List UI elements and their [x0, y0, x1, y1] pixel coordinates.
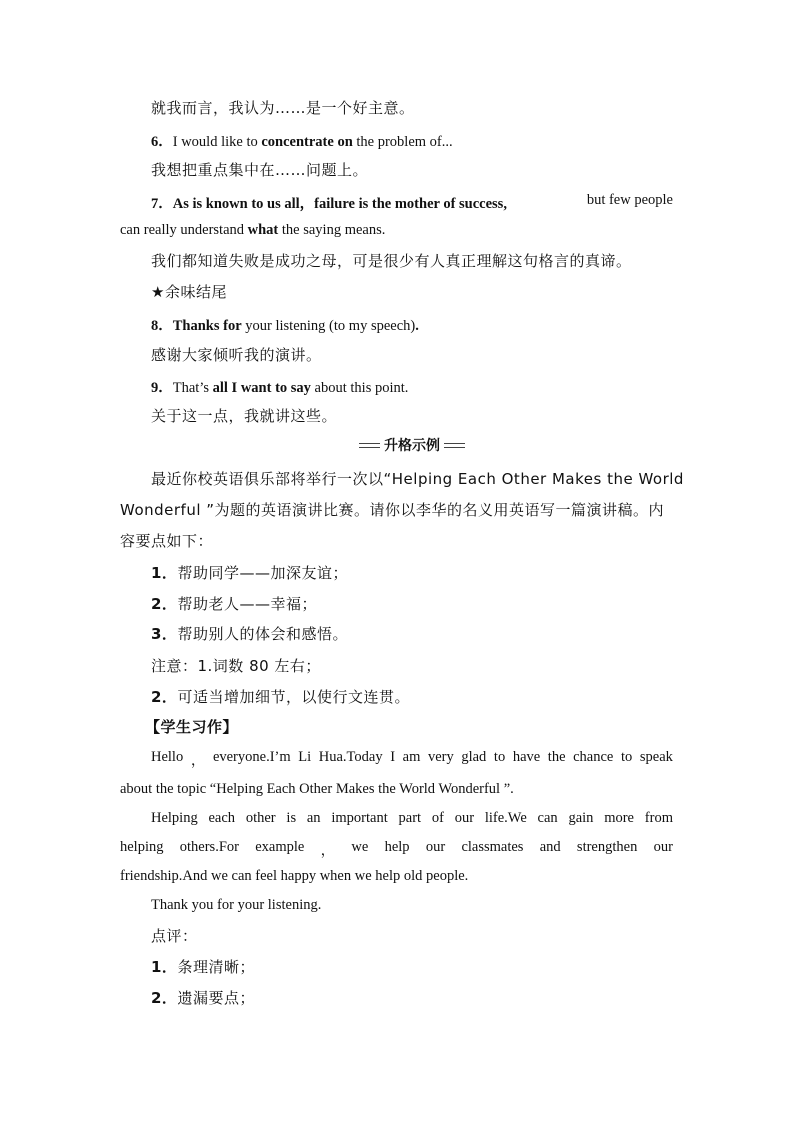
word: helping	[120, 839, 164, 855]
line-text: the saying means.	[278, 222, 386, 238]
word: our	[454, 810, 475, 826]
word: of	[431, 810, 444, 826]
punctuation: .	[415, 318, 419, 334]
punctuation: ，	[299, 196, 315, 212]
text-line	[120, 868, 468, 885]
word: gain	[568, 810, 594, 826]
bold-phrase: failure is the mother of success,	[314, 196, 507, 212]
word: important	[331, 810, 388, 826]
word: very	[427, 749, 454, 765]
word: ，	[190, 753, 206, 769]
item-number: 6．	[151, 134, 173, 150]
word: speak	[639, 749, 673, 765]
text-line	[151, 925, 198, 946]
word: strengthen	[576, 839, 638, 855]
text-line	[120, 781, 514, 798]
word: glad	[461, 749, 487, 765]
bold-phrase: all I want to say	[212, 380, 311, 396]
word: our	[425, 839, 446, 855]
banner-rule	[359, 443, 380, 448]
line-text: but few people	[586, 192, 673, 208]
text-line	[151, 97, 415, 118]
line-text: 帮助别人的体会和感悟。	[177, 625, 348, 643]
word: to	[620, 749, 633, 765]
word: chance	[573, 749, 614, 765]
line-text: 我想把重点集中在……问题上。	[151, 161, 369, 179]
line-text: 注意：1.词数 80 左右；	[151, 657, 321, 675]
text-line	[151, 344, 322, 365]
bold-phrase: concentrate on	[261, 134, 353, 150]
line-text: 遗漏要点；	[177, 989, 255, 1007]
text-line	[151, 376, 408, 397]
line-text: ★余味结尾	[151, 283, 227, 301]
word: life.We	[484, 810, 527, 826]
item-number: 2．	[151, 688, 178, 706]
section-banner	[359, 435, 465, 455]
line-text: 最近你校英语俱乐部将举行一次以“Helping Each Other Makes the World	[151, 470, 684, 488]
list-item	[151, 593, 317, 614]
word: ，	[320, 843, 336, 859]
word: am	[402, 749, 421, 765]
text-line	[120, 499, 664, 520]
word: the	[547, 749, 566, 765]
word: our	[653, 839, 673, 855]
line-text: about this point.	[310, 380, 409, 396]
line-text: 容要点如下：	[120, 532, 214, 550]
text-line	[151, 897, 321, 914]
word: part	[398, 810, 422, 826]
line-text: Wonderful ”为题的英语演讲比赛。请你以李华的名义用英语写一篇演讲稿。内	[120, 501, 665, 519]
line-text: I would like to	[172, 134, 262, 150]
item-number: 2．	[151, 989, 178, 1007]
item-number: 7．	[151, 196, 173, 212]
text-line	[151, 250, 632, 271]
list-item	[151, 956, 255, 977]
section-heading	[151, 281, 227, 302]
line-text: about the topic “Helping Each Other Makes the World Wonderful ”.	[120, 781, 514, 797]
word: we	[351, 839, 369, 855]
word: have	[512, 749, 541, 765]
word: others.For	[179, 839, 239, 855]
word: Hua.Today	[318, 749, 383, 765]
line-text: 关于这一点，我就讲这些。	[151, 407, 338, 425]
line-text: friendship.And we can feel happy when we help old people.	[120, 868, 469, 884]
list-item	[151, 686, 410, 707]
text-line	[151, 468, 684, 489]
line-text: 就我而言，我认为……是一个好主意。	[151, 99, 415, 117]
word: to	[493, 749, 506, 765]
word: Hello	[151, 749, 184, 765]
item-number: 8．	[151, 318, 173, 334]
text-line	[151, 314, 419, 335]
list-item	[151, 987, 255, 1008]
line-text: the problem of...	[352, 134, 453, 150]
item-number: 3．	[151, 625, 178, 643]
line-text: Thank you for your listening.	[151, 897, 322, 913]
line-text: 帮助同学——加深友谊；	[177, 564, 348, 582]
text-line	[151, 192, 673, 213]
word: other	[245, 810, 276, 826]
list-item	[151, 562, 348, 583]
line-text: your listening (to my speech)	[241, 318, 416, 334]
banner-rule	[444, 443, 465, 448]
item-number: 2．	[151, 595, 178, 613]
line-text: 条理清晰；	[177, 958, 255, 976]
section-heading	[145, 716, 238, 737]
word: an	[306, 810, 321, 826]
item-number: 1．	[151, 958, 178, 976]
justified-line	[151, 749, 673, 770]
line-text: can really understand	[120, 222, 248, 238]
word: help	[384, 839, 410, 855]
line-text: 我们都知道失败是成功之母，可是很少有人真正理解这句格言的真谛。	[151, 252, 632, 270]
line-text: 帮助老人——幸福；	[177, 595, 317, 613]
word: everyone.I’m	[212, 749, 291, 765]
text-line	[151, 159, 368, 180]
justified-line	[151, 810, 673, 827]
word: from	[644, 810, 673, 826]
word: I	[390, 749, 396, 765]
word: Helping	[151, 810, 198, 826]
text-line	[120, 222, 385, 239]
word: classmates	[461, 839, 524, 855]
line-text: That’s	[172, 380, 213, 396]
word: Li	[298, 749, 312, 765]
word: each	[208, 810, 236, 826]
banner-title: 升格示例	[384, 438, 440, 454]
text-line	[151, 655, 321, 676]
word: more	[604, 810, 634, 826]
line-text: 【学生习作】	[145, 718, 239, 736]
line-text: 可适当增加细节，以使行文连贯。	[177, 688, 410, 706]
bold-phrase: Thanks for	[172, 318, 242, 334]
justified-line	[120, 839, 673, 860]
text-line	[151, 405, 337, 426]
bold-phrase: As is known to us all	[172, 196, 300, 212]
word: and	[539, 839, 561, 855]
item-number: 9．	[151, 380, 173, 396]
bold-phrase: what	[247, 222, 279, 238]
line-text: 感谢大家倾听我的演讲。	[151, 346, 322, 364]
word: example	[255, 839, 305, 855]
text-line	[151, 130, 453, 151]
item-number: 1．	[151, 564, 178, 582]
line-text: 点评：	[151, 927, 198, 945]
word: can	[537, 810, 558, 826]
list-item	[151, 623, 348, 644]
word: is	[286, 810, 297, 826]
text-line	[120, 530, 213, 551]
